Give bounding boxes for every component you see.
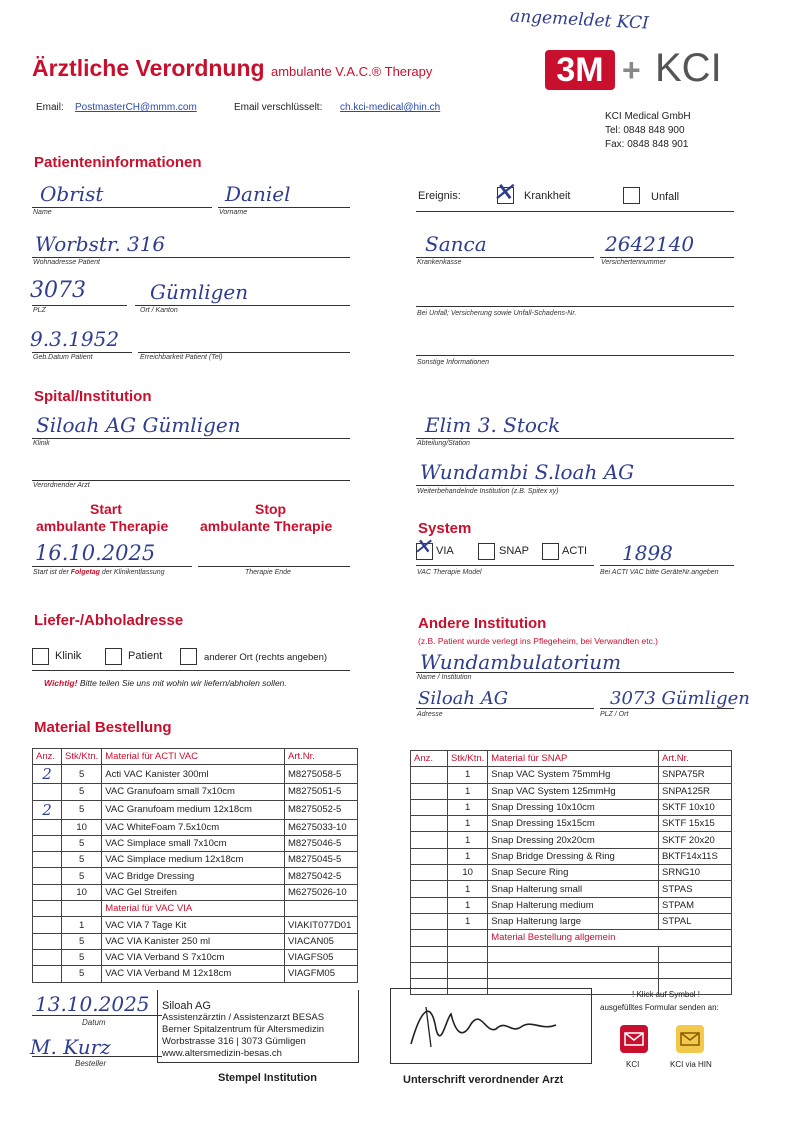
email-kci-icon[interactable] <box>620 1025 648 1053</box>
other-institution-heading: Andere Institution <box>418 615 547 632</box>
start-caption: Start ist der Folgetag der Klinikentlassung <box>33 569 165 576</box>
start-subheading: ambulante Therapie <box>36 518 169 534</box>
hospital-heading: Spital/Institution <box>34 388 152 405</box>
acti-device-label: Bei ACTI VAC bitte GeräteNr.angeben <box>600 569 719 576</box>
acti-article-cell: M8275058-5 <box>285 765 358 784</box>
via-empty-cell <box>33 901 62 917</box>
table-row <box>33 819 358 835</box>
stamp-line-3: Berner Spitalzentrum für Altersmedizin <box>162 1024 325 1035</box>
stop-subheading: ambulante Therapie <box>200 518 333 534</box>
via-check-mark: ✕ <box>413 535 432 560</box>
table-row <box>33 800 358 819</box>
acti-qty-cell[interactable] <box>33 852 62 868</box>
delivery-other-label: anderer Ort (rechts angeben) <box>204 652 328 663</box>
acti-pack-cell: 5 <box>62 868 102 884</box>
click-hint: ! Klick auf Symbol ! <box>632 990 701 999</box>
acti-material-cell: VAC WhiteFoam 7.5x10cm <box>102 819 285 835</box>
institution-stamp <box>162 1000 324 1060</box>
table-row <box>33 917 358 933</box>
snap-material-cell: Snap Halterung medium <box>488 897 659 913</box>
start-date-value[interactable]: 16.10.2025 <box>35 541 156 565</box>
general-empty-cell <box>448 930 488 946</box>
send-form-hint: ausgefülltes Formular senden an: <box>600 1003 719 1012</box>
acti-article-cell: M6275026-10 <box>285 884 358 900</box>
kci-logo: KCI <box>655 46 722 90</box>
snap-pack-cell: 1 <box>448 767 488 783</box>
acti-material-cell: VAC Bridge Dressing <box>102 868 285 884</box>
patient-firstname-label: Vorname <box>219 209 248 216</box>
snap-material-cell: Snap Halterung small <box>488 881 659 897</box>
company-name: KCI Medical GmbH <box>605 111 691 122</box>
acti-material-table <box>32 748 358 983</box>
envelope-icon <box>676 1025 704 1053</box>
general-empty-cell <box>411 930 448 946</box>
snap-checkbox[interactable] <box>478 543 495 560</box>
snap-qty-cell[interactable] <box>411 816 448 832</box>
empty-cell <box>448 962 488 978</box>
snap-pack-cell: 1 <box>448 881 488 897</box>
event-label: Ereignis: <box>418 190 461 202</box>
acti-article-cell: M8275052-5 <box>285 800 358 819</box>
via-article-cell: VIAKIT077D01 <box>285 917 358 933</box>
snap-pack-cell: 1 <box>448 816 488 832</box>
snap-material-cell: Snap Dressing 20x20cm <box>488 832 659 848</box>
table-row <box>33 966 358 982</box>
general-section-row <box>411 930 732 946</box>
via-qty-cell[interactable] <box>33 933 62 949</box>
therapy-end-label: Therapie Ende <box>245 569 291 576</box>
patient-firstname-value[interactable]: Daniel <box>225 182 291 206</box>
patient-heading: Patienteninformationen <box>34 154 202 171</box>
empty-cell[interactable] <box>411 962 448 978</box>
patient-birthdate-value[interactable]: 9.3.1952 <box>30 327 120 351</box>
snap-material-cell: Snap VAC System 75mmHg <box>488 767 659 783</box>
table-row <box>33 835 358 851</box>
snap-article-cell: STPAS <box>659 881 732 897</box>
snap-article-cell: SNPA125R <box>659 783 732 799</box>
clinic-value[interactable]: Siloah AG Gümligen <box>36 413 241 437</box>
via-material-cell: VAC VIA 7 Tage Kit <box>102 917 285 933</box>
form-title: Ärztliche Verordnung ambulante V.A.C.® Therapy <box>32 55 433 81</box>
snap-col-anz: Anz. <box>411 751 448 767</box>
patient-name-value[interactable]: Obrist <box>40 182 104 206</box>
follow-institution-value[interactable]: Wundambi S.loah AG <box>420 460 635 484</box>
acti-pack-cell: 5 <box>62 835 102 851</box>
snap-col-stk: Stk/Ktn. <box>448 751 488 767</box>
accident-checkbox[interactable] <box>623 187 640 204</box>
stop-heading: Stop <box>255 501 287 517</box>
via-section-heading: Material für VAC VIA <box>102 901 285 917</box>
illness-check-mark: ✕ <box>492 178 514 208</box>
via-material-cell: VAC VIA Verband S 7x10cm <box>102 949 285 965</box>
acti-label: ACTI <box>562 545 588 557</box>
delivery-patient-label: Patient <box>128 650 163 662</box>
delivery-clinic-label: Klinik <box>55 650 82 662</box>
company-fax: Fax: 0848 848 901 <box>605 139 689 150</box>
orderer-value[interactable]: M. Kurz <box>30 1035 111 1059</box>
via-article-cell: VIACAN05 <box>285 933 358 949</box>
table-row <box>411 767 732 783</box>
snap-pack-cell: 1 <box>448 897 488 913</box>
signature-label: Unterschrift verordnender Arzt <box>403 1074 564 1086</box>
snap-pack-cell: 1 <box>448 848 488 864</box>
table-row <box>411 913 732 929</box>
delivery-patient-checkbox[interactable] <box>105 648 122 665</box>
empty-cell <box>448 946 488 962</box>
delivery-clinic-checkbox[interactable] <box>32 648 49 665</box>
acti-col-stk: Stk/Ktn. <box>62 749 102 765</box>
clinic-label: Klinik <box>33 440 50 447</box>
empty-cell[interactable] <box>411 946 448 962</box>
department-label: Abteilung/Station <box>417 440 470 447</box>
table-row <box>411 816 732 832</box>
acti-qty-cell[interactable] <box>33 868 62 884</box>
table-row <box>33 949 358 965</box>
snap-qty-cell[interactable] <box>411 897 448 913</box>
patient-address-label: Wohnadresse Patient <box>33 259 100 266</box>
email-label: Email: <box>36 102 64 113</box>
snap-qty-cell[interactable] <box>411 799 448 815</box>
other-institution-name-label: Name / Institution <box>417 674 472 681</box>
company-info <box>605 110 691 152</box>
signature-scribble <box>391 989 591 1063</box>
via-article-cell: VIAGFM05 <box>285 966 358 982</box>
signature-box <box>390 988 592 1064</box>
general-section-heading: Material Bestellung allgemein <box>488 930 732 946</box>
snap-material-cell: Snap VAC System 125mmHg <box>488 783 659 799</box>
snap-pack-cell: 10 <box>448 865 488 881</box>
acti-material-cell: VAC Granufoam small 7x10cm <box>102 784 285 800</box>
via-empty-cell <box>62 901 102 917</box>
empty-cell <box>488 946 659 962</box>
stamp-line-5: www.altersmedizin-besas.ch <box>162 1048 282 1059</box>
snap-material-table <box>410 750 732 995</box>
snap-pack-cell: 1 <box>448 913 488 929</box>
via-qty-cell[interactable] <box>33 949 62 965</box>
stamp-line-1: Siloah AG <box>162 1000 211 1012</box>
snap-label: SNAP <box>499 545 529 557</box>
logo-plus: + <box>622 52 641 88</box>
snap-article-cell: STPAM <box>659 897 732 913</box>
acti-article-cell: M8275042-5 <box>285 868 358 884</box>
snap-material-cell: Snap Halterung large <box>488 913 659 929</box>
snap-pack-cell: 1 <box>448 799 488 815</box>
table-row <box>33 784 358 800</box>
table-row <box>33 852 358 868</box>
snap-pack-cell: 1 <box>448 783 488 799</box>
email-kci-hin-icon[interactable] <box>676 1025 704 1053</box>
department-value[interactable]: Elim 3. Stock <box>425 413 561 437</box>
acti-pack-cell: 10 <box>62 819 102 835</box>
patient-city-label: Ort / Kanton <box>140 307 178 314</box>
snap-material-cell: Snap Dressing 10x10cm <box>488 799 659 815</box>
patient-city-value[interactable]: Gümligen <box>150 280 249 304</box>
email-encrypted-label: Email verschlüsselt: <box>234 102 323 113</box>
acti-col-material: Material für ACTI VAC <box>102 749 285 765</box>
snap-qty-cell[interactable] <box>411 848 448 864</box>
handwritten-note: angemeldet KCI <box>509 6 650 34</box>
empty-cell <box>659 946 732 962</box>
table-row <box>411 848 732 864</box>
patient-address-value[interactable]: Worbstr. 316 <box>35 232 166 256</box>
patient-birthdate-label: Geb.Datum Patient <box>33 354 93 361</box>
table-row <box>33 884 358 900</box>
table-row <box>411 865 732 881</box>
acti-article-cell: M8275046-5 <box>285 835 358 851</box>
acti-pack-cell: 5 <box>62 765 102 784</box>
table-row <box>33 765 358 784</box>
snap-qty-cell[interactable] <box>411 783 448 799</box>
material-heading: Material Bestellung <box>34 719 172 736</box>
acti-pack-cell: 5 <box>62 800 102 819</box>
accident-insurance-label: Bei Unfall; Versicherung sowie Unfall-Schadens-Nr. <box>417 310 577 317</box>
patient-zip-value[interactable]: 3073 <box>30 278 86 303</box>
other-institution-name-value[interactable]: Wundambulatorium <box>420 650 622 674</box>
snap-qty-cell[interactable] <box>411 767 448 783</box>
other-institution-address-label: Adresse <box>417 711 443 718</box>
snap-col-art: Art.Nr. <box>659 751 732 767</box>
table-row <box>411 799 732 815</box>
email-link[interactable]: PostmasterCH@mmm.com <box>75 102 197 113</box>
order-date-value[interactable]: 13.10.2025 <box>35 992 150 1016</box>
delivery-other-checkbox[interactable] <box>180 648 197 665</box>
empty-cell <box>659 962 732 978</box>
snap-qty-cell[interactable] <box>411 913 448 929</box>
via-article-cell: VIAGFS05 <box>285 949 358 965</box>
table-row <box>411 783 732 799</box>
acti-material-cell: VAC Simplace medium 12x18cm <box>102 852 285 868</box>
acti-article-cell: M8275051-5 <box>285 784 358 800</box>
empty-cell <box>488 962 659 978</box>
start-heading: Start <box>90 501 122 517</box>
acti-article-cell: M6275033-10 <box>285 819 358 835</box>
acti-col-anz: Anz. <box>33 749 62 765</box>
acti-qty-cell[interactable] <box>33 884 62 900</box>
snap-article-cell: STPAL <box>659 913 732 929</box>
via-material-cell: VAC VIA Verband M 12x18cm <box>102 966 285 982</box>
via-empty-cell <box>285 901 358 917</box>
email-kci-label: KCI <box>626 1060 640 1069</box>
illness-label: Krankheit <box>524 190 571 202</box>
acti-material-cell: VAC Granufoam medium 12x18cm <box>102 800 285 819</box>
acti-qty-cell[interactable] <box>33 819 62 835</box>
empty-row <box>411 962 732 978</box>
insurance-value[interactable]: Sanca <box>425 232 487 256</box>
snap-qty-cell[interactable] <box>411 881 448 897</box>
table-row <box>411 897 732 913</box>
snap-material-cell: Snap Bridge Dressing & Ring <box>488 848 659 864</box>
via-qty-cell[interactable] <box>33 917 62 933</box>
accident-label: Unfall <box>651 191 680 203</box>
insurance-number-value[interactable]: 2642140 <box>605 232 695 256</box>
acti-qty-cell[interactable] <box>33 784 62 800</box>
acti-material-cell: VAC Gel Streifen <box>102 884 285 900</box>
stamp-line-4: Worbstrasse 316 | 3073 Gümligen <box>162 1036 306 1047</box>
acti-material-cell: Acti VAC Kanister 300ml <box>102 765 285 784</box>
prescribing-doctor-label: Verordnender Arzt <box>33 482 90 489</box>
delivery-note: Wichtig! Bitte teilen Sie uns mit wohin wir liefern/abholen sollen. <box>44 678 287 688</box>
via-pack-cell: 5 <box>62 949 102 965</box>
company-tel: Tel: 0848 848 900 <box>605 125 685 136</box>
via-pack-cell: 5 <box>62 966 102 982</box>
follow-institution-label: Weiterbehandelnde Institution (z.B. Spitex xy) <box>417 488 559 495</box>
via-section-row <box>33 901 358 917</box>
vac-model-label: VAC Therapie Model <box>417 569 482 576</box>
insurance-number-label: Versichertennummer <box>601 259 666 266</box>
snap-qty-cell[interactable] <box>411 865 448 881</box>
acti-pack-cell: 5 <box>62 784 102 800</box>
other-institution-city-value[interactable]: 3073 Gümligen <box>610 688 750 709</box>
snap-article-cell: SKTF 10x10 <box>659 799 732 815</box>
snap-article-cell: SRNG10 <box>659 865 732 881</box>
other-institution-address-value[interactable]: Siloah AG <box>418 688 509 709</box>
table-row <box>411 881 732 897</box>
acti-material-cell: VAC Simplace small 7x10cm <box>102 835 285 851</box>
patient-phone-label: Erreichbarkeit Patient (Tel) <box>140 354 223 361</box>
3m-logo: 3M <box>545 50 615 90</box>
envelope-icon <box>620 1025 648 1053</box>
snap-pack-cell: 1 <box>448 832 488 848</box>
insurance-label: Krankenkasse <box>417 259 462 266</box>
email-encrypted-link[interactable]: ch.kci-medical@hin.ch <box>340 102 441 113</box>
snap-article-cell: SKTF 15x15 <box>659 816 732 832</box>
acti-pack-cell: 5 <box>62 852 102 868</box>
acti-qty-cell[interactable]: 2 <box>33 800 62 819</box>
stamp-label: Stempel Institution <box>218 1072 317 1084</box>
delivery-heading: Liefer-/Abholadresse <box>34 612 184 629</box>
acti-col-art: Art.Nr. <box>285 749 358 765</box>
other-info-label: Sonstige Informationen <box>417 359 489 366</box>
acti-qty-cell[interactable] <box>33 835 62 851</box>
snap-col-material: Material für SNAP <box>488 751 659 767</box>
table-row <box>33 868 358 884</box>
via-label: VIA <box>436 545 454 557</box>
via-qty-cell[interactable] <box>33 966 62 982</box>
device-number-value[interactable]: 1898 <box>622 541 673 565</box>
patient-zip-label: PLZ <box>33 307 46 314</box>
snap-article-cell: SNPA75R <box>659 767 732 783</box>
snap-material-cell: Snap Dressing 15x15cm <box>488 816 659 832</box>
acti-pack-cell: 10 <box>62 884 102 900</box>
snap-qty-cell[interactable] <box>411 832 448 848</box>
via-pack-cell: 1 <box>62 917 102 933</box>
patient-name-label: Name <box>33 209 52 216</box>
order-date-label: Datum <box>82 1018 106 1027</box>
snap-article-cell: SKTF 20x20 <box>659 832 732 848</box>
via-pack-cell: 5 <box>62 933 102 949</box>
snap-material-cell: Snap Secure Ring <box>488 865 659 881</box>
acti-qty-cell[interactable]: 2 <box>33 765 62 784</box>
acti-article-cell: M8275045-5 <box>285 852 358 868</box>
orderer-label: Besteller <box>75 1059 107 1068</box>
table-row <box>411 832 732 848</box>
other-institution-subtitle: (z.B. Patient wurde verlegt ins Pflegeheim, bei Verwandten etc.) <box>418 636 659 646</box>
system-heading: System <box>418 520 472 537</box>
email-kci-hin-label: KCI via HIN <box>670 1060 712 1069</box>
acti-checkbox[interactable] <box>542 543 559 560</box>
empty-row <box>411 946 732 962</box>
snap-article-cell: BKTF14x11S <box>659 848 732 864</box>
stamp-line-2: Assistenzärztin / Assistenzarzt BESAS <box>162 1012 325 1023</box>
table-row <box>33 933 358 949</box>
other-institution-city-label: PLZ / Ort <box>600 711 629 718</box>
via-material-cell: VAC VIA Kanister 250 ml <box>102 933 285 949</box>
